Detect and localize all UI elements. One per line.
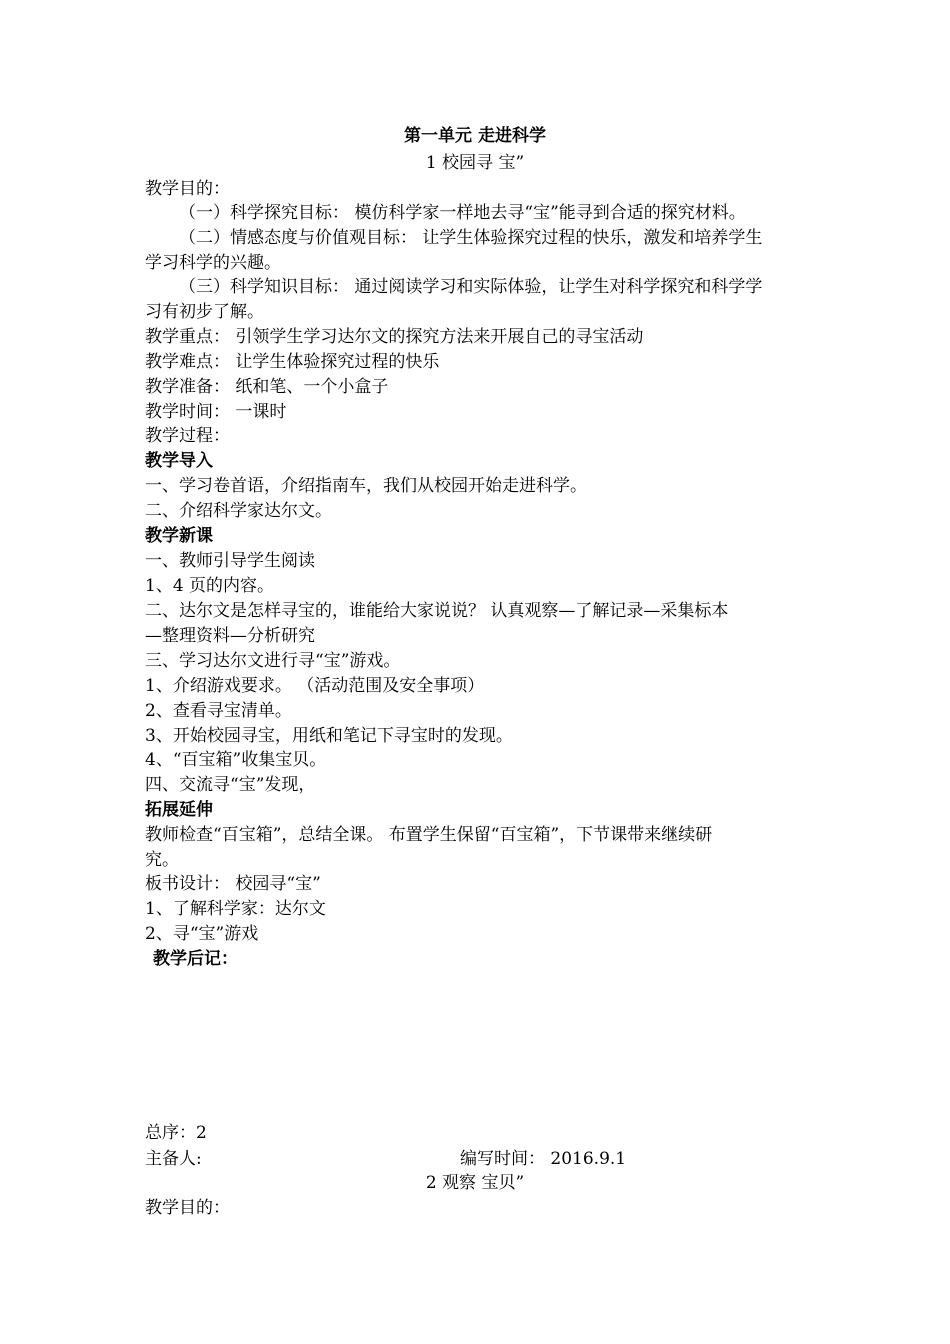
sequence-number: 总序：2 xyxy=(145,1123,207,1143)
objective-3-line-2: 习有初步了解。 xyxy=(145,302,264,322)
intro-item-1: 一、学习卷首语，介绍指南车，我们从校园开始走进科学。 xyxy=(145,476,587,496)
process-label: 教学过程： xyxy=(145,426,230,446)
new-item-1a: 1、4 页的内容。 xyxy=(145,576,275,596)
preparer-label: 主备人: xyxy=(145,1149,202,1169)
new-item-3: 三、学习达尔文进行寻“宝”游戏。 xyxy=(145,651,401,671)
extension-heading: 拓展延伸 xyxy=(145,800,213,820)
new-item-3d: 4、“百宝箱”收集宝贝。 xyxy=(145,750,327,770)
postscript-label: 教学后记： xyxy=(153,949,238,969)
objective-2-line-2: 学习科学的兴趣。 xyxy=(145,253,281,273)
board-item-2: 2、寻“宝”游戏 xyxy=(145,924,259,944)
new-item-3b: 2、查看寻宝清单。 xyxy=(145,701,292,721)
extension-line-2: 究。 xyxy=(145,850,179,870)
objectives-label: 教学目的： xyxy=(145,179,230,199)
intro-item-2: 二、介绍科学家达尔文。 xyxy=(145,501,332,521)
unit-title: 第一单元 走进科学 xyxy=(404,126,546,146)
board-design-label: 板书设计： 校园寻“宝” xyxy=(145,874,321,894)
lesson-2-title: 2 观察 宝贝” xyxy=(425,1173,525,1193)
intro-heading: 教学导入 xyxy=(145,451,213,471)
new-item-2-line-2: —整理资料—分析研究 xyxy=(145,626,315,646)
teaching-time: 教学时间： 一课时 xyxy=(145,402,287,422)
objective-1: （一）科学探究目标： 模仿科学家一样地去寻“宝”能寻到合适的探究材料。 xyxy=(179,203,746,223)
new-item-2-line-1: 二、达尔文是怎样寻宝的，谁能给大家说说？ 认真观察—了解记录—采集标本 xyxy=(145,601,729,621)
preparation: 教学准备： 纸和笔、一个小盒子 xyxy=(145,377,389,397)
new-item-3c: 3、开始校园寻宝，用纸和笔记下寻宝时的发现。 xyxy=(145,726,513,746)
new-item-3a: 1、介绍游戏要求。 （活动范围及安全事项） xyxy=(145,676,485,696)
lesson-2-objectives-label: 教学目的： xyxy=(145,1198,230,1218)
difficulty: 教学难点： 让学生体验探究过程的快乐 xyxy=(145,352,440,372)
board-item-1: 1、了解科学家：达尔文 xyxy=(145,899,326,919)
written-time: 编写时间： 2016.9.1 xyxy=(460,1149,627,1169)
new-item-4: 四、交流寻“宝”发现， xyxy=(145,775,316,795)
lesson-title: 1 校园寻 宝” xyxy=(425,153,525,173)
objective-2-line-1: （二）情感态度与价值观目标： 让学生体验探究过程的快乐，激发和培养学生 xyxy=(179,228,763,248)
key-point: 教学重点： 引领学生学习达尔文的探究方法来开展自己的寻宝活动 xyxy=(145,327,644,347)
extension-line-1: 教师检查“百宝箱”，总结全课。 布置学生保留“百宝箱”，下节课带来继续研 xyxy=(145,825,713,845)
new-item-1: 一、教师引导学生阅读 xyxy=(145,551,315,571)
objective-3-line-1: （三）科学知识目标： 通过阅读学习和实际体验，让学生对科学探究和科学学 xyxy=(179,277,763,297)
new-lesson-heading: 教学新课 xyxy=(145,526,213,546)
